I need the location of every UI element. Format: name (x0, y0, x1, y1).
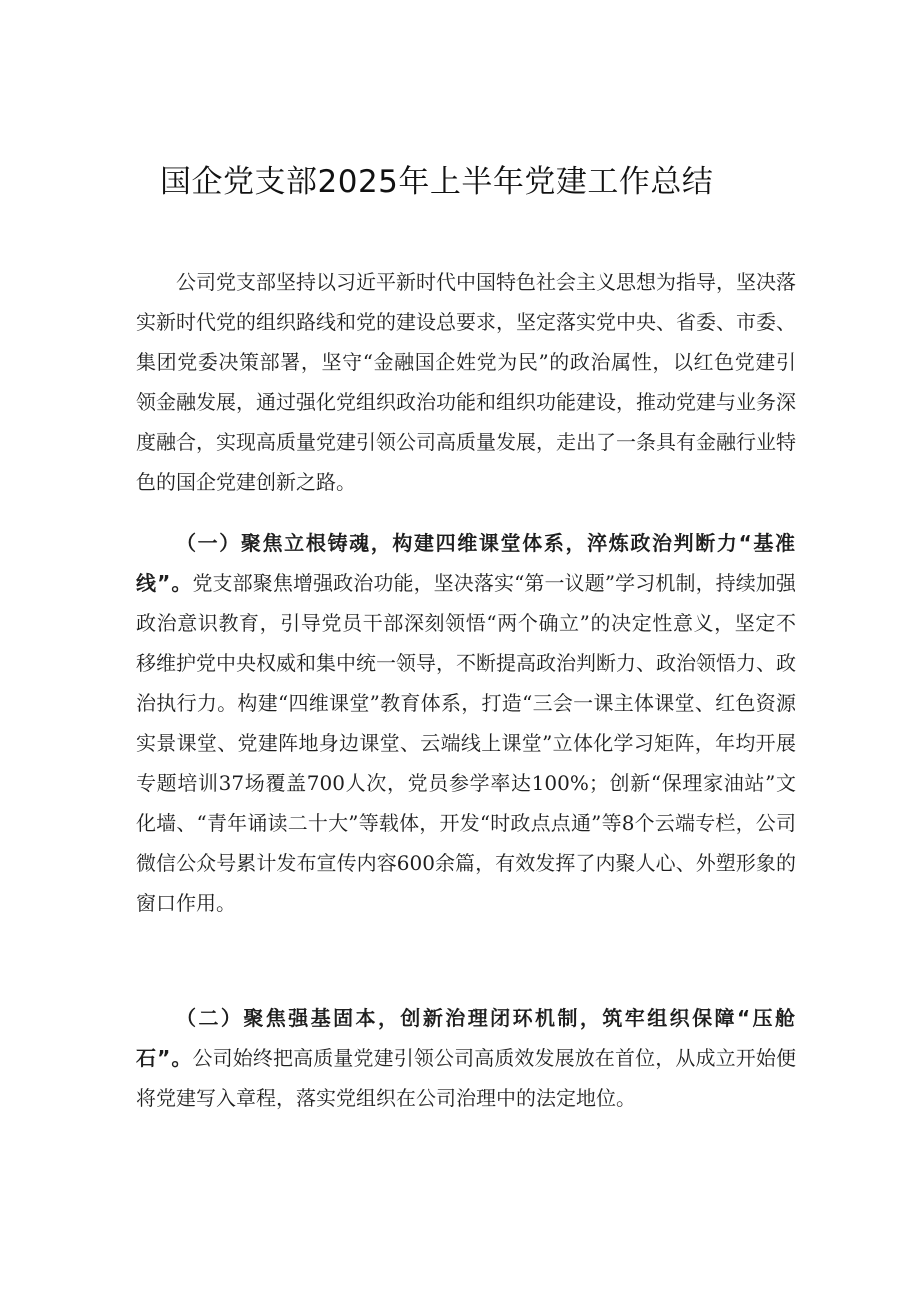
document-title: 国企党支部2025年上半年党建工作总结 (160, 164, 714, 200)
paragraph-text: 公司始终把高质量党建引领公司高质效发展放在首位，从成立开始便将党建写入章程，落实党组织在公司治理中的法定地位。 (136, 1046, 796, 1110)
section-heading: （二）聚焦强基固本，创新治理闭环机制，筑牢组织保障“压舱石”。 (136, 1006, 796, 1070)
paragraph-intro (136, 262, 796, 502)
paragraph-section-1 (136, 523, 796, 923)
paragraph-text: 公司党支部坚持以习近平新时代中国特色社会主义思想为指导，坚决落实新时代党的组织路线和党的建设总要求，坚定落实党中央、省委、市委、集团党委决策部署，坚守“金融国企姓党为民”的政治属性，以红色党建引领金融发展，通过强化党组织政治功能和组织功能建设，推动党建与业务深度融合，实现高质量党建引领公司高质量发展，走出了一条具有金融行业特色的国企党建创新之路。 (136, 270, 796, 494)
paragraph-section-2 (136, 998, 796, 1118)
section-heading: （一）聚焦立根铸魂，构建四维课堂体系，淬炼政治判断力“基准线”。 (136, 531, 796, 595)
paragraph-text: 党支部聚焦增强政治功能，坚决落实“第一议题”学习机制，持续加强政治意识教育，引导党员干部深刻领悟“两个确立”的决定性意义，坚定不移维护党中央权威和集中统一领导，不断提高政治判断力、政治领悟力、政治执行力。构建“四维课堂”教育体系，打造“三会一课主体课堂、红色资源实景课堂、党建阵地身边课堂、云端线上课堂”立体化学习矩阵，年均开展专题培训37场覆盖700人次，党员参学率达100%；创新“保理家油站”文化墙、“青年诵读二十大”等载体，开发“时政点点通”等8个云端专栏，公司微信公众号累计发布宣传内容600余篇，有效发挥了内聚人心、外塑形象的窗口作用。 (136, 571, 796, 915)
